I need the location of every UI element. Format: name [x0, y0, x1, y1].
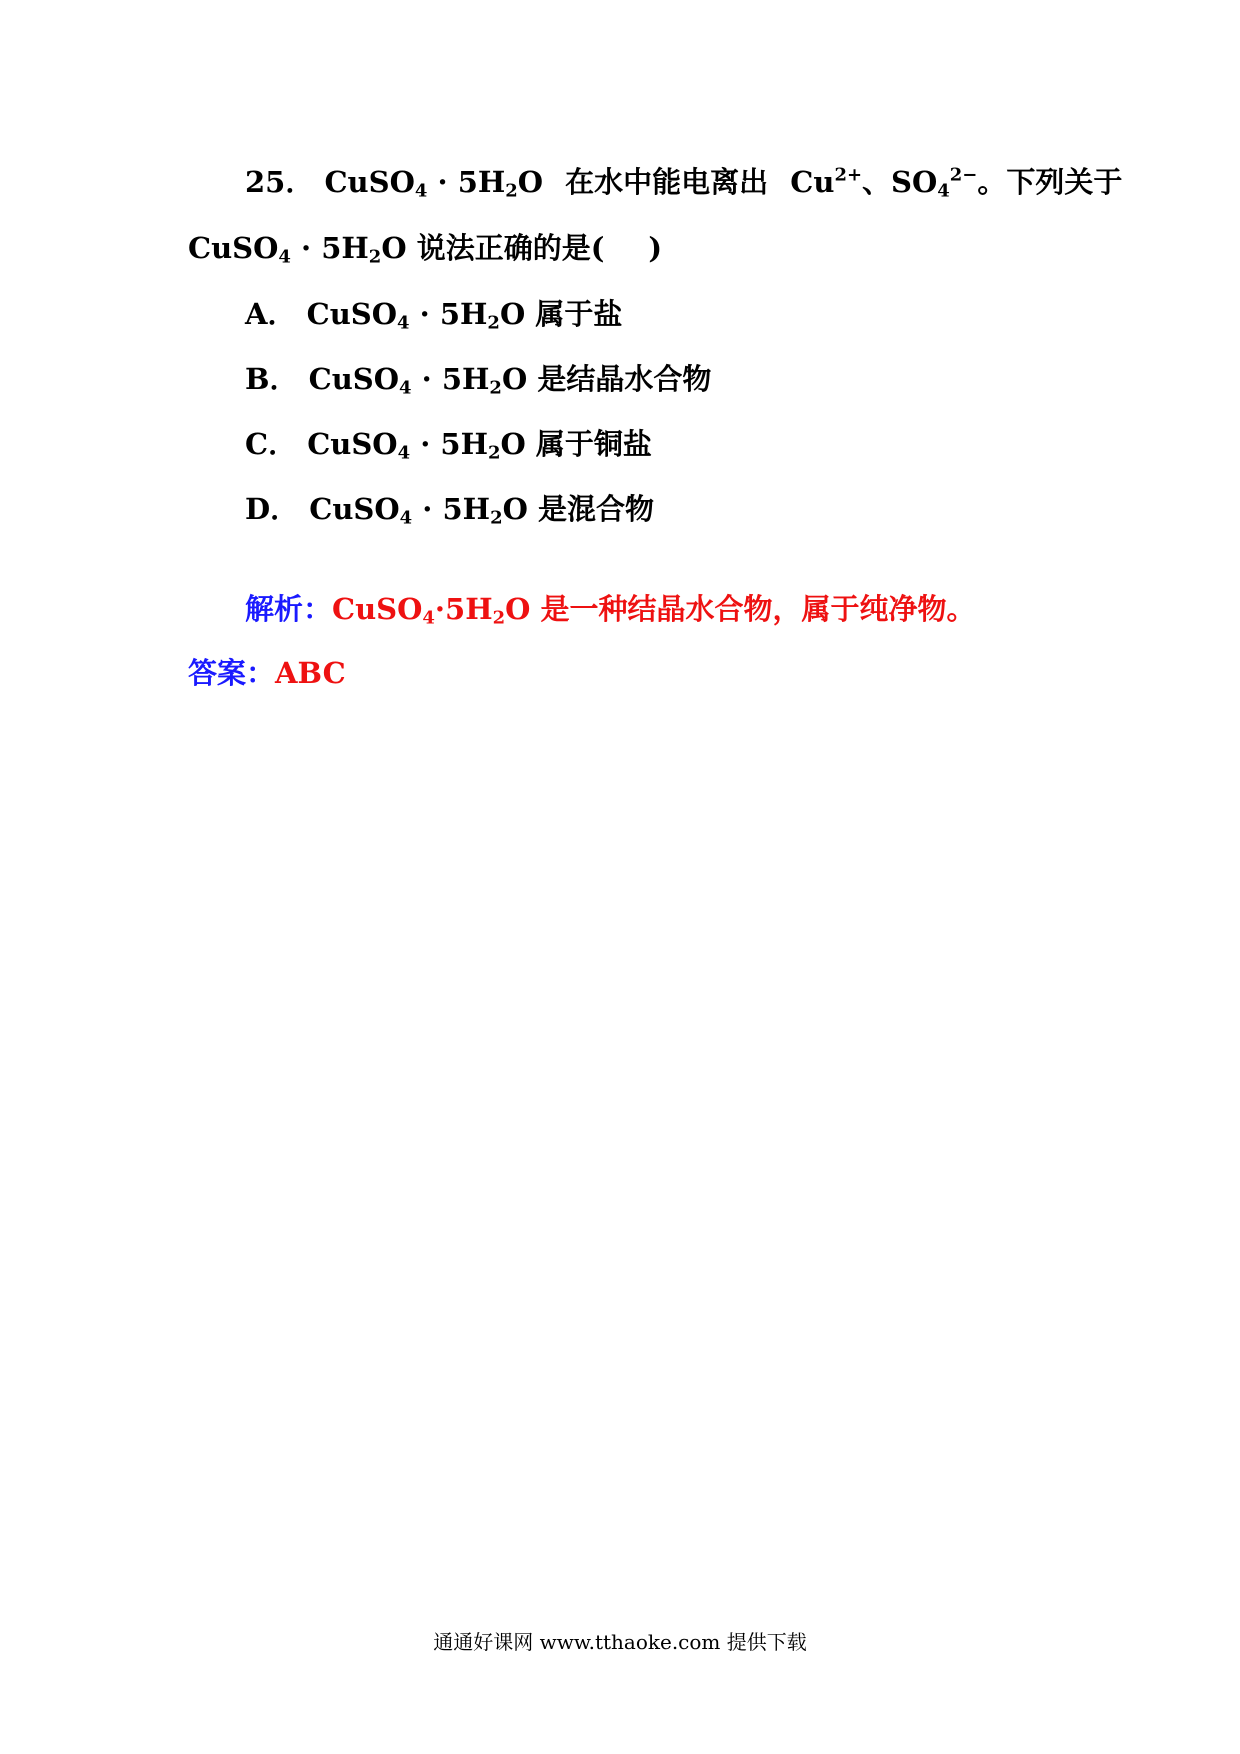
option-letter: C． [245, 427, 298, 461]
formula-dot: · [421, 362, 432, 396]
question-stem-line-1 [245, 162, 1122, 202]
answer-label: 答案： [188, 656, 276, 690]
formula-5h2o: $5H_2O$ [442, 492, 528, 529]
answer-blank [604, 228, 648, 268]
formula-5h2o: $5H_2O$ [321, 231, 407, 268]
option-text: 属于盐 [535, 297, 623, 331]
option-text: 属于铜盐 [535, 427, 652, 461]
formula-dot: · [419, 297, 430, 331]
answer-line [188, 653, 346, 693]
formula-5h2o: $5H_2O$ [441, 362, 528, 399]
question-stem-line-2 [188, 228, 662, 268]
formula-5h2o: $5H_2O$ [457, 165, 544, 202]
option-letter: D． [245, 492, 300, 526]
option-letter: A． [245, 297, 297, 331]
close-paren: ) [648, 231, 663, 265]
formula-dot: · [420, 427, 431, 461]
formula-cuso4: CuSO$_4$ [309, 492, 413, 529]
formula-dot: · [301, 231, 312, 265]
analysis-line [245, 589, 976, 629]
separator-comma: 、 [862, 165, 892, 199]
formula-dot: · [437, 165, 448, 199]
analysis-text: 是一种结晶水合物，属于纯净物。 [540, 592, 976, 626]
answer-value: ABC [275, 656, 346, 690]
question-number: 25． [245, 165, 315, 199]
formula-5h2o: $5H_2O$ [439, 297, 526, 334]
analysis-label: 解析： [245, 592, 333, 626]
stem-text-ionize: 在水中能电离出 [565, 165, 769, 199]
footer-credit: 通通好课网 www.tthaoke.com 提供下载 [433, 1630, 807, 1654]
ion-cu: $Cu^{2+}$ [790, 164, 863, 199]
option-text: 是混合物 [537, 492, 654, 526]
formula-cuso4: CuSO$_4$ [308, 362, 412, 399]
formula-dot: · [422, 492, 433, 526]
ion-so4: $SO_4^{2-}$ [891, 164, 978, 202]
formula-cuso4: CuSO$_4$ [324, 165, 428, 202]
option-a [245, 294, 622, 334]
option-b [245, 359, 711, 399]
stem-text-tail-1: 。下列关于 [977, 165, 1123, 199]
option-text: 是结晶水合物 [537, 362, 712, 396]
stem-text-tail-2: 说法正确的是( [416, 231, 605, 265]
formula-cuso4: CuSO$_4$ [306, 297, 410, 334]
formula-5h2o: $5H_2O$ [440, 427, 526, 464]
option-letter: B． [245, 362, 299, 396]
analysis-formula: $CuSO_4\cdot 5H_2O$ [332, 592, 531, 629]
formula-cuso4: CuSO$_4$ [307, 427, 411, 464]
formula-cuso4: CuSO$_4$ [188, 231, 291, 268]
option-d [245, 489, 654, 529]
option-c [245, 424, 652, 464]
